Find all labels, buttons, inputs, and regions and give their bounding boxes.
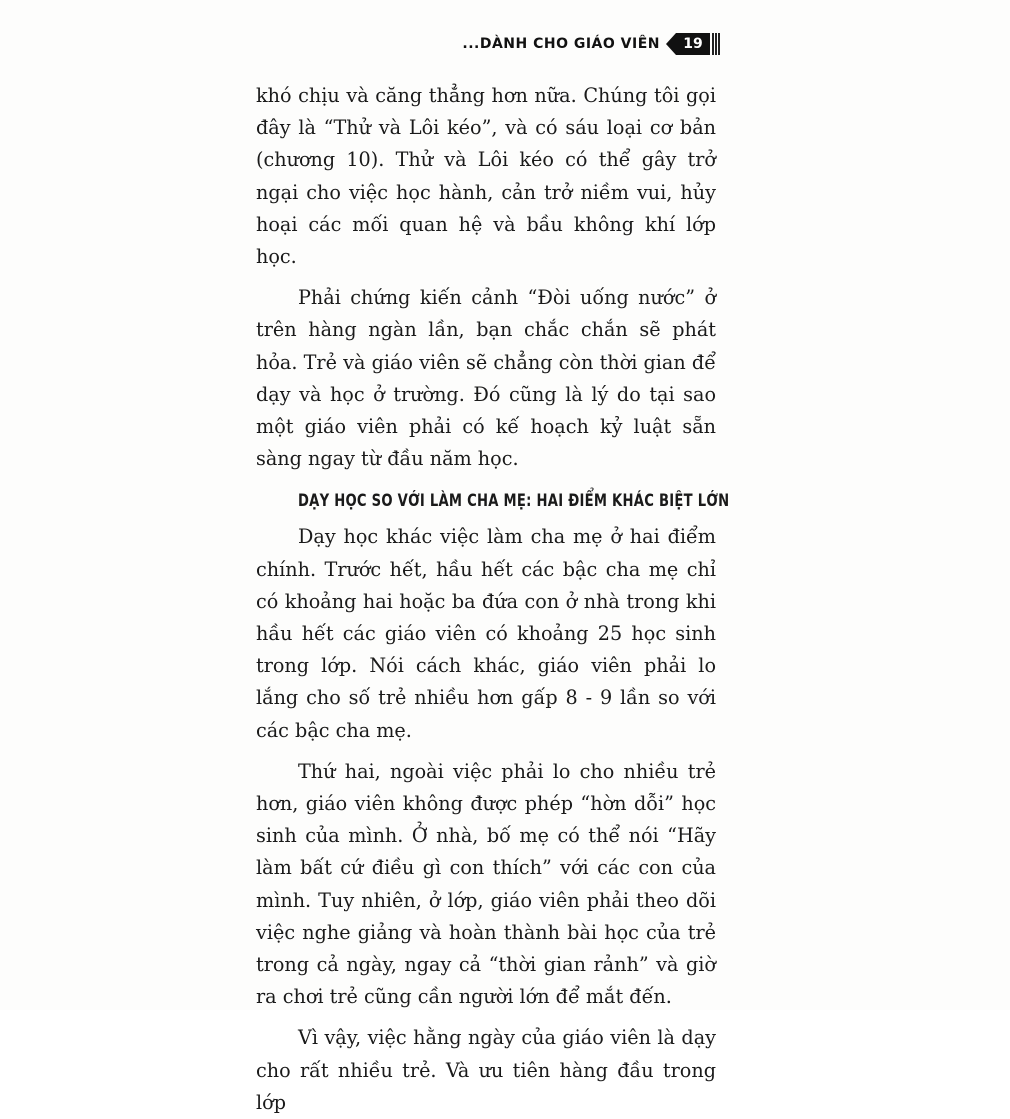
- paragraph: Dạy học khác việc làm cha mẹ ở hai điểm chính. Trước hết, hầu hết các bậc cha mẹ chỉ có khoảng hai hoặc ba đứa con ở nhà trong khi hầu hết các giáo viên có khoảng 25 học sinh trong lớp. Nói cách khác, giáo viên phải lo lắng cho số trẻ nhiều hơn gấp 8 - 9 lần so với các bậc cha mẹ.: [256, 525, 716, 742]
- page-body: [256, 80, 730, 1119]
- running-header-title: ...DÀNH CHO GIÁO VIÊN: [462, 36, 660, 52]
- paragraph: Vì vậy, việc hằng ngày của giáo viên là dạy cho rất nhiều trẻ. Và ưu tiên hàng đầu trong lớp: [256, 1026, 716, 1114]
- running-header: [462, 30, 720, 58]
- paragraph: Phải chứng kiến cảnh “Đòi uống nước” ở trên hàng ngàn lần, bạn chắc chắn sẽ phát hỏa. Trẻ và giáo viên sẽ chẳng còn thời gian để dạy và học ở trường. Đó cũng là lý do tại sao một giáo viên phải có kế hoạch kỷ luật sẵn sàng ngay từ đầu năm học.: [256, 286, 716, 471]
- section-heading: DẠY HỌC SO VỚI LÀM CHA MẸ: HAI ĐIỂM KHÁC BIỆT LỚN: [298, 491, 730, 512]
- page-edge-marks: [712, 33, 720, 55]
- badge-arrow-icon: [666, 33, 676, 55]
- paragraph: Thứ hai, ngoài việc phải lo cho nhiều trẻ hơn, giáo viên không được phép “hờn dỗi” học sinh của mình. Ở nhà, bố mẹ có thể nói “Hãy làm bất cứ điều gì con thích” với các con của mình. Tuy nhiên, ở lớp, giáo viên phải theo dõi việc nghe giảng và hoàn thành bài học của trẻ trong cả ngày, ngay cả “thời gian rảnh” và giờ ra chơi trẻ cũng cần người lớn để mắt đến.: [256, 759, 716, 1009]
- paragraph-continued: khó chịu và căng thẳng hơn nữa. Chúng tôi gọi đây là “Thử và Lôi kéo”, và có sáu loại cơ bản (chương 10). Thử và Lôi kéo có thể gây trở ngại cho việc học hành, cản trở niềm vui, hủy hoại các mối quan hệ và bầu không khí lớp học.: [256, 84, 716, 269]
- page-number-badge: [666, 33, 720, 55]
- page-number: 19: [676, 33, 710, 55]
